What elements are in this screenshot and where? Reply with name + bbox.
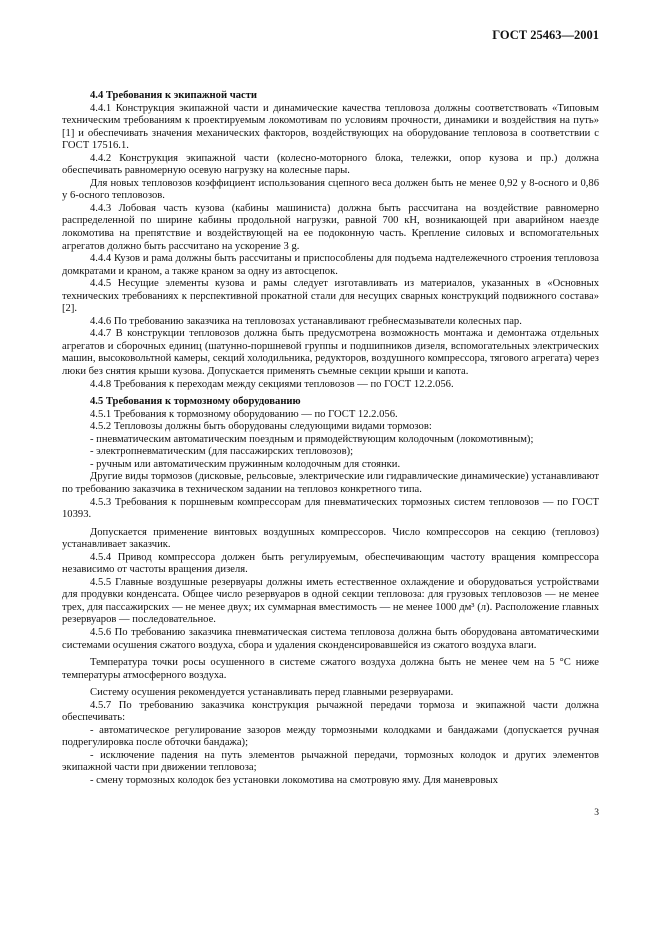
paragraph: 4.5.7 По требованию заказчика конструкция рычажной передачи тормоза и экипажной части должна обеспечивать: bbox=[62, 699, 599, 724]
paragraph: Систему осушения рекомендуется устанавливать перед главными резервуарами. bbox=[90, 687, 454, 699]
paragraph: - ручным или автоматическим пружинным колодочным для стоянки. bbox=[90, 458, 401, 470]
paragraph: 4.4.5 Несущие элементы кузова и рамы следует изготавливать из материалов, указанных в «Основных технических требованиях к перспективной прокатной стали для несущих сварных конструкций подвижного состава» [2]. bbox=[62, 278, 599, 315]
section-heading: 4.4 Требования к экипажной части bbox=[90, 90, 257, 101]
paragraph: Допускается применение винтовых воздушных компрессоров. Число компрессоров на секцию (тепловоз) устанавливает заказчик. bbox=[62, 526, 599, 551]
paragraph: Другие виды тормозов (дисковые, рельсовые, электрические или гидравлические динамические) устанавливают по требованию заказчика в техническом задании на тепловоз конкретного типа. bbox=[62, 471, 599, 495]
document-header-standard: ГОСТ 25463—2001 bbox=[492, 28, 599, 42]
paragraph: Температура точки росы осушенного в системе сжатого воздуха должна быть не менее чем на 5 °С ниже температуры атмосферного воздуха. bbox=[62, 657, 599, 681]
paragraph: - исключение падения на путь элементов рычажной передачи, тормозных колодок и других элементов экипажной части при движении тепловоза; bbox=[62, 749, 599, 774]
paragraph: 4.5.3 Требования к поршневым компрессорам для пневматических тормозных систем тепловозов — по ГОСТ 10393. bbox=[62, 496, 599, 521]
paragraph: 4.4.7 В конструкции тепловозов должна быть предусмотрена возможность монтажа и демонтажа отдельных агрегатов и сборочных единиц (шатунно-поршневой группы и подшипников дизеля, вспомогательных электрических машин, высоковольтной камеры, секций холодильника, редукторов, воздушного компрессора, тягового агрегата) через люки без снятия крыши кузова. Допускается применять съемные секции крыши и капота. bbox=[62, 328, 599, 378]
paragraph: 4.4.8 Требования к переходам между секциями тепловозов — по ГОСТ 12.2.056. bbox=[90, 378, 454, 390]
paragraph: 4.5.2 Тепловозы должны быть оборудованы следующими видами тормозов: bbox=[90, 421, 432, 433]
paragraph: - автоматическое регулирование зазоров между тормозными колодками и бандажами (допускается ручная подрегулировка после обточки бандажа); bbox=[62, 724, 599, 749]
paragraph: 4.5.5 Главные воздушные резервуары должны иметь естественное охлаждение и оборудоваться устройствами для продувки конденсата. Общее число резервуаров в одной секции тепловоза: для грузовых тепловозов — не менее трех, для пассажирских — не менее двух; их суммарная вместимость — не менее 1000 дм³ (л). Расположение главных резервуаров — последовательное. bbox=[62, 576, 599, 626]
paragraph: 4.4.1 Конструкция экипажной части и динамические качества тепловоза должны соответствовать «Типовым техническим требованиям к проектируемым локомотивам по условиям прочности, динамики и воздействия на путь» [1] и обеспечивать значения механических факторов, воздействующих на оборудование тепловоза в соответствии с ГОСТ 17516.1. bbox=[62, 102, 599, 152]
document-body bbox=[62, 85, 599, 788]
paragraph: 4.4.2 Конструкция экипажной части (колесно-моторного блока, тележки, опор кузова и пр.) должна обеспечивать равномерную осевую нагрузку на колесные пары. bbox=[62, 152, 599, 177]
paragraph: 4.4.4 Кузов и рама должны быть рассчитаны и приспособлены для подъема надтележечного строения тепловоза домкратами и краном, а также краном за одну из автосцепок. bbox=[62, 253, 599, 277]
paragraph: 4.5.4 Привод компрессора должен быть регулируемым, обеспечивающим частоту вращения компрессора независимо от частоты вращения дизеля. bbox=[62, 551, 599, 576]
page-number: 3 bbox=[594, 808, 599, 818]
paragraph: - электропневматическим (для пассажирских тепловозов); bbox=[90, 446, 354, 458]
paragraph: - смену тормозных колодок без установки локомотива на смотровую яму. Для маневровых bbox=[90, 774, 499, 786]
section-heading: 4.5 Требования к тормозному оборудованию bbox=[90, 396, 301, 408]
paragraph: Для новых тепловозов коэффициент использования сцепного веса должен быть не менее 0,92 у 8-осного и 0,86 у 6-осного тепловозов. bbox=[62, 177, 599, 202]
paragraph: 4.4.3 Лобовая часть кузова (кабины машиниста) должна быть рассчитана на воздействие равномерно распределенной по ширине кабины продольной нагрузки, равной 700 кН, возникающей при аварийном наезде локомотива на препятствие и воздействующей на ее подоконную часть. Крепление силовых и вспомогательных агрегатов должно быть рассчитано на ускорение 3 g. bbox=[62, 202, 599, 252]
paragraph: 4.4.6 По требованию заказчика на тепловозах устанавливают гребнесмазыватели колесных пар. bbox=[90, 315, 522, 327]
paragraph: 4.5.6 По требованию заказчика пневматическая система тепловоза должна быть оборудована автоматическими системами осушения сжатого воздуха, сбора и удаления сконденсировавшейся из сжатого воздуха влаги. bbox=[62, 626, 599, 651]
paragraph: 4.5.1 Требования к тормозному оборудованию — по ГОСТ 12.2.056. bbox=[90, 408, 398, 420]
paragraph: - пневматическим автоматическим поездным и прямодействующим колодочным (локомотивным); bbox=[90, 433, 534, 445]
